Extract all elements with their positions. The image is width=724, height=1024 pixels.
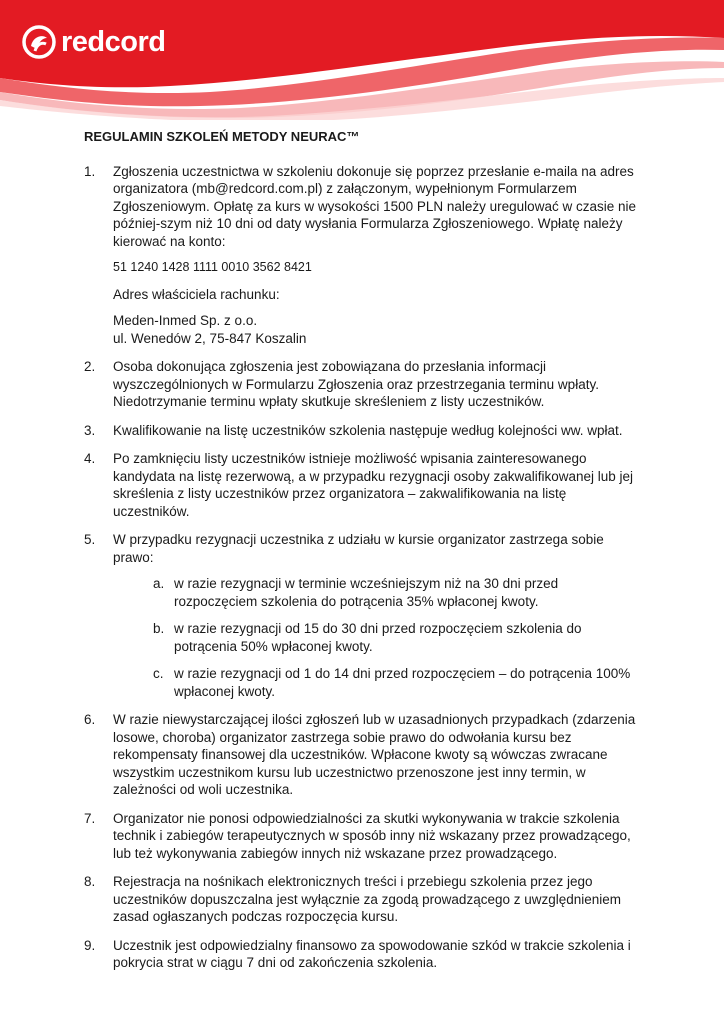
rule-item: [84, 937, 644, 972]
rules-list: [84, 163, 644, 972]
sub-rule-letter: b.: [153, 621, 165, 636]
rule-text: Kwalifikowanie na listę uczestników szkolenia następuje według kolejności ww. wpłat.: [113, 422, 623, 438]
rule-text: Po zamknięciu listy uczestników istnieje możliwość wpisania zainteresowanego kandydata na listę rezerwową, a w przypadku rezygnacji osoby zakwalifikowanej lub jej skreślenia z listy uczestników przez organizatora – zakwalifikowania na listę uczestników.: [113, 451, 634, 519]
rule-number: 9.: [84, 937, 96, 953]
rule-item: [84, 450, 644, 520]
sub-rule-item: [113, 575, 644, 610]
sub-rule-item: [113, 665, 644, 700]
rule-number: 3.: [84, 422, 96, 438]
rule-item: [84, 358, 644, 411]
rule-text: Rejestracja na nośnikach elektronicznych treści i przebiegu szkolenia przez jego uczestników dopuszczalna jest wyłącznie za zgodą prowadzącego z uwzględnieniem zasad ogłaszanych podczas rozpoczęcia kursu.: [113, 874, 622, 924]
account-owner-address: ul. Wenedów 2, 75-847 Koszalin: [113, 330, 307, 346]
document-title: REGULAMIN SZKOLEŃ METODY NEURAC™: [84, 129, 360, 144]
rule-item: [84, 810, 644, 863]
rule-text: W razie niewystarczającej ilości zgłoszeń lub w uzasadnionych przypadkach (zdarzenia losowe, choroba) organizator zastrzega sobie prawo do odwołania kursu bez rekompensaty finansowej dla uczestników. Wpłacone kwoty są wówczas zwracane wszystkim uczestnikom kursu lub uczestnictwo przenoszone jest inny termin, w zależności od woli uczestnika.: [113, 712, 636, 797]
sub-rule-text: w razie rezygnacji od 15 do 30 dni przed rozpoczęciem szkolenia do potrącenia 50% wpłaconej kwoty.: [174, 621, 582, 654]
rule-number: 1.: [84, 163, 96, 179]
rule-item: [84, 711, 644, 799]
sub-rule-letter: c.: [153, 666, 164, 681]
sub-rule-item: [113, 620, 644, 655]
header-banner: [0, 0, 724, 120]
account-owner-name: Meden-Inmed Sp. z o.o.: [113, 313, 258, 328]
logo[interactable]: [22, 22, 165, 62]
rule-item: [84, 163, 644, 348]
rule-item: [84, 531, 644, 700]
sub-rule-text: w razie rezygnacji w terminie wcześniejszym niż na 30 dni przed rozpoczęciem szkolenia do potrącenia 35% wpłaconej kwoty.: [174, 576, 559, 609]
rule-number: 6.: [84, 712, 96, 727]
document-body: [84, 124, 644, 983]
redcord-swirl-icon: [22, 25, 56, 59]
rule-number: 5.: [84, 532, 96, 547]
logo-text: redcord: [61, 26, 166, 58]
rule-item: [84, 873, 644, 926]
rule-number: 7.: [84, 810, 96, 826]
rule-text: Organizator nie ponosi odpowiedzialności za skutki wykonywania w trakcie szkolenia technik i zabiegów terapeutycznych w sposób inny niż wskazany przez prowadzącego, lub też wykonywania zabiegów innych niż wskazane przez prowadzącego.: [113, 810, 631, 861]
sub-rules-list: [113, 575, 644, 700]
rule-number: 2.: [84, 359, 96, 374]
rule-text: Zgłoszenia uczestnictwa w szkoleniu dokonuje się poprzez przesłanie e-maila na adres organizatora (mb@redcord.com.pl) z załączonym, wypełnionym Formularzem Zgłoszeniowym. Opłatę za kurs w wysokości 1500 PLN należy uregulować w czasie nie później-szym niż 10 dni od daty wysłania Formularza Zgłoszeniowego. Wpłatę należy kierować na konto:: [113, 163, 636, 249]
bank-account-number: 51 1240 1428 1111 0010 3562 8421: [113, 260, 312, 274]
rule-item: [84, 422, 644, 440]
account-owner-label: Adres właściciela rachunku:: [113, 286, 280, 302]
rule-number: 4.: [84, 451, 96, 466]
rule-number: 8.: [84, 874, 96, 889]
rule-text: Osoba dokonująca zgłoszenia jest zobowiązana do przesłania informacji wyszczególnionych w Formularzu Zgłoszenia oraz przestrzegania terminu wpłaty. Niedotrzymanie terminu wpłaty skutkuje skreśleniem z listy uczestników.: [113, 359, 599, 409]
rule-text: W przypadku rezygnacji uczestnika z udziału w kursie organizator zastrzega sobie prawo:: [113, 532, 604, 565]
sub-rule-text: w razie rezygnacji od 1 do 14 dni przed rozpoczęciem – do potrącenia 100% wpłaconej kwoty.: [174, 666, 631, 699]
sub-rule-letter: a.: [153, 576, 165, 591]
rule-text: Uczestnik jest odpowiedzialny finansowo za spowodowanie szkód w trakcie szkolenia i pokrycia strat w ciągu 7 dni od zakończenia szkolenia.: [113, 937, 631, 970]
